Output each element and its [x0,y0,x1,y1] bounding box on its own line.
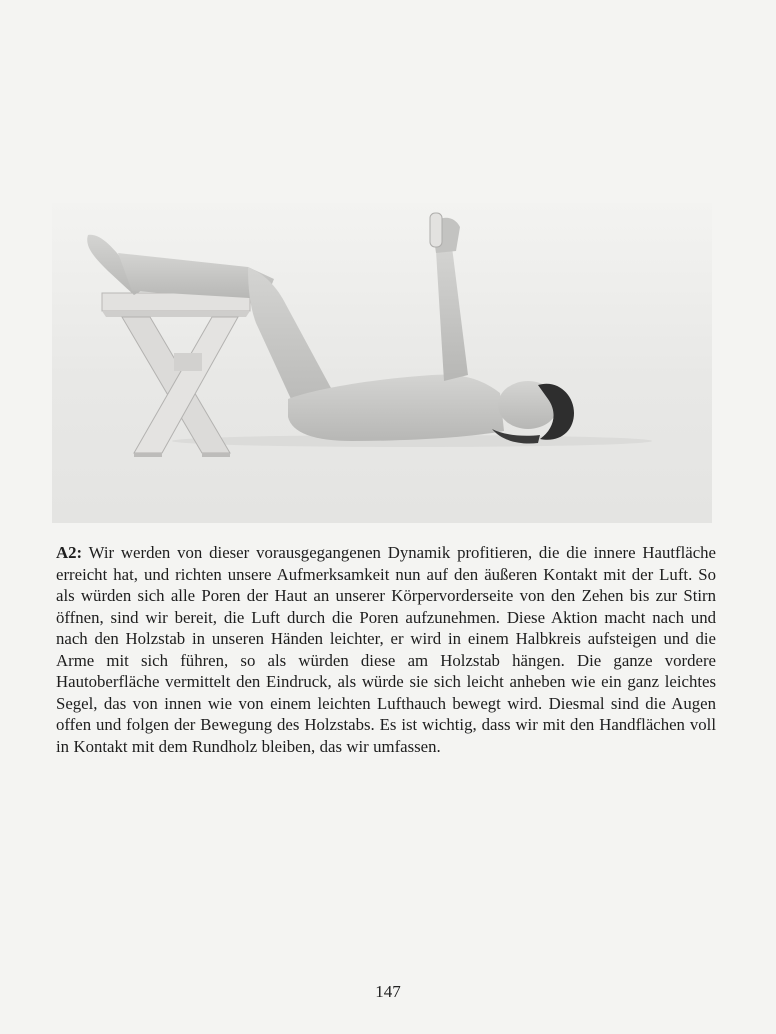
exercise-photo [52,203,712,523]
page-number: 147 [375,982,401,1001]
exercise-description [56,542,716,757]
paragraph-text: Wir werden von dieser vorausgegangenen Dynamik profitieren, die die innere Hautfläche erreicht hat, und richten unsere Aufmerksamkeit nun auf den äußeren Kontakt mit der Luft. So als würden sich alle Poren der Haut an unserer Körpervorderseite von den Zehen bis zur Stirn öffnen, sind wir bereit, die Luft durch die Poren aufzunehmen. Diese Aktion macht nach und nach den Holzstab in unseren Händen leichter, er wird in einem Halbkreis aufsteigen und die Arme mit sich führen, so als würden diese am Holzstab hängen. Die ganze vordere Hautoberfläche vermittelt den Eindruck, als würde sie sich leicht anheben wie ein ganz leichtes Segel, das von innen wie von einem leichten Lufthauch bewegt wird. Diesmal sind die Augen offen und folgen der Bewegung des Holzstabs. Es ist wichtig, dass wir mit den Handflächen voll in Kontakt mit dem Rundholz bleiben, das wir umfassen. [56,543,716,756]
wooden-rod [430,213,442,247]
section-label: A2: [56,543,83,562]
